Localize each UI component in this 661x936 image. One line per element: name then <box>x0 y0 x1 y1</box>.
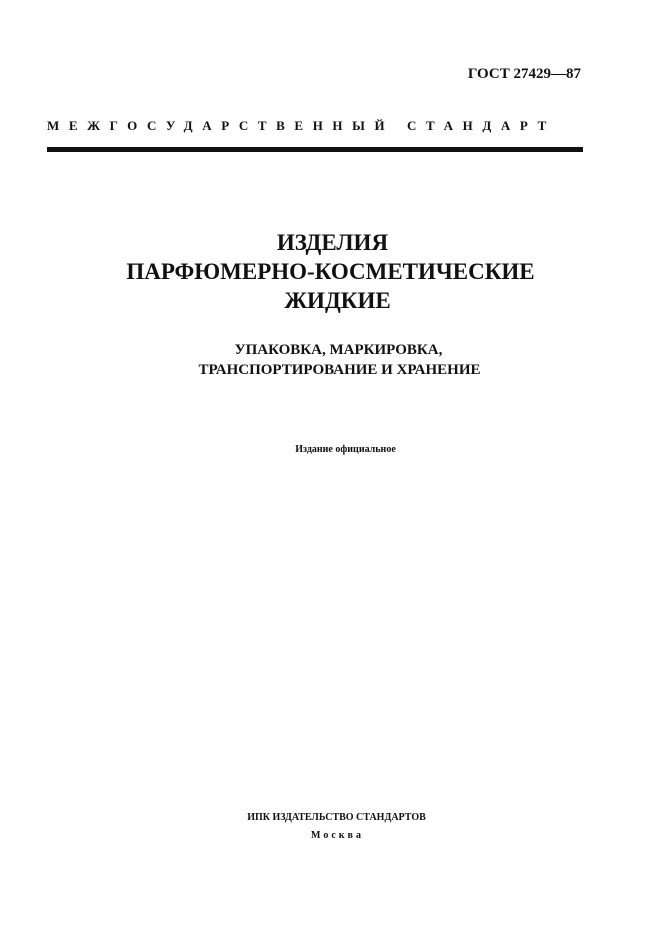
edition-note: Издание официальное <box>295 444 396 455</box>
title-line-2: ПАРФЮМЕРНО-КОСМЕТИЧЕСКИЕ <box>126 259 535 284</box>
title-line-1: ИЗДЕЛИЯ <box>276 230 389 255</box>
standard-type-heading: МЕЖГОСУДАРСТВЕННЫЙ СТАНДАРТ <box>47 118 556 133</box>
subtitle-line-2: ТРАНСПОРТИРОВАНИЕ И ХРАНЕНИЕ <box>198 362 481 378</box>
document-title <box>0 228 661 315</box>
publisher-city: Москва <box>311 830 364 841</box>
publisher-name: ИПК ИЗДАТЕЛЬСТВО СТАНДАРТОВ <box>247 812 426 823</box>
subtitle-line-1: УПАКОВКА, МАРКИРОВКА, <box>234 342 443 358</box>
title-line-3: ЖИДКИЕ <box>284 288 391 313</box>
gost-number: ГОСТ 27429—87 <box>467 66 581 82</box>
header-divider-rule <box>47 147 583 152</box>
document-subtitle <box>0 340 661 380</box>
